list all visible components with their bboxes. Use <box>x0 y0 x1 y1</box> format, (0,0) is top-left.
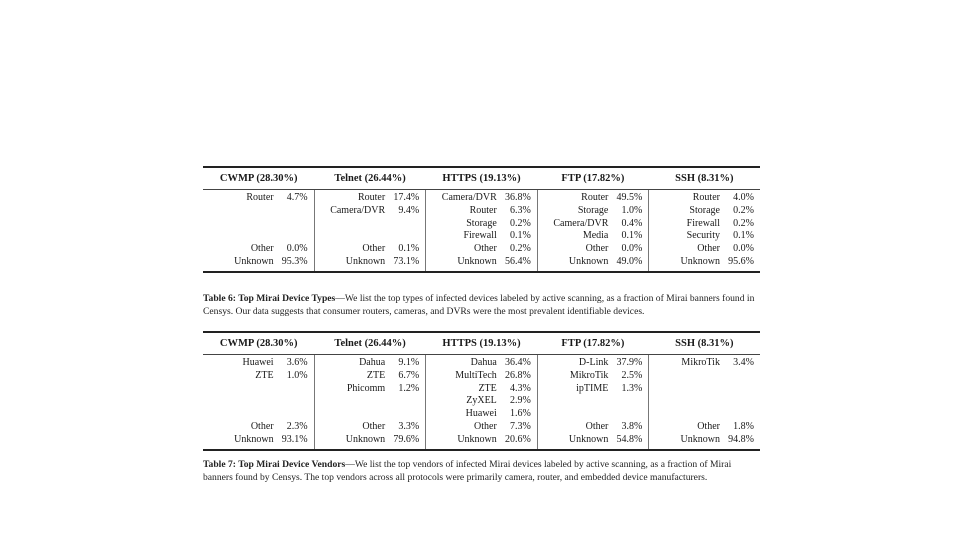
row-value: 0.2% <box>733 217 754 229</box>
header-ftp: FTP (17.82%) <box>561 173 625 184</box>
row-label: ZTE <box>255 369 274 381</box>
table-row <box>317 421 420 434</box>
row-value <box>385 218 419 231</box>
table-row <box>205 357 308 370</box>
row-value: 6.7% <box>398 369 420 381</box>
table-row <box>428 434 531 447</box>
table-row <box>205 395 308 408</box>
table-row <box>205 230 308 243</box>
table-row <box>205 370 308 383</box>
row-label: Other <box>474 243 497 255</box>
table-row <box>651 383 754 396</box>
table-row <box>651 357 754 370</box>
table-row <box>651 205 754 218</box>
table-row <box>540 192 643 205</box>
row-value <box>385 230 419 243</box>
row-value: 20.6% <box>504 433 531 445</box>
row-value: 0.0% <box>286 243 308 255</box>
table-row <box>540 370 643 383</box>
row-value: 1.0% <box>621 204 643 216</box>
table-row <box>428 395 531 408</box>
column-telnet <box>314 190 426 271</box>
row-value: 9.4% <box>398 204 420 216</box>
header-row <box>203 333 760 354</box>
table-row <box>651 434 754 447</box>
table-row <box>540 395 643 408</box>
row-label: Unknown <box>680 433 720 445</box>
row-label: Other <box>250 243 274 255</box>
table-row <box>540 408 643 421</box>
table-row <box>428 370 531 383</box>
table-row <box>205 205 308 218</box>
row-label: Unknown <box>345 433 386 445</box>
row-value: 0.2% <box>509 217 531 229</box>
table-row <box>317 370 420 383</box>
row-label: Other <box>697 243 720 255</box>
row-value <box>720 370 754 383</box>
row-label: Unknown <box>345 255 386 267</box>
table-row <box>205 192 308 205</box>
table-row <box>205 256 308 269</box>
row-label: ZTE <box>366 369 386 381</box>
table-row <box>651 230 754 243</box>
row-value <box>274 408 308 421</box>
row-label: MikroTik <box>681 357 720 368</box>
table-row <box>540 383 643 396</box>
row-value: 17.4% <box>393 192 420 203</box>
table-row <box>540 357 643 370</box>
row-label: Huawei <box>465 408 497 420</box>
row-label: Router <box>581 192 609 203</box>
table-row <box>540 230 643 243</box>
table-row <box>205 421 308 434</box>
row-label: ZTE <box>478 382 497 394</box>
row-value: 0.0% <box>621 243 643 255</box>
caption-text: —We list the top types of infected devices labeled by active scanning, as a fraction of Mirai banners found in Censys. Our data suggests that consumer routers, cameras, and DVRs were the most prevalent identifiable devices. <box>203 293 755 317</box>
row-label: Other <box>250 420 274 432</box>
table-row <box>428 192 531 205</box>
row-value <box>385 408 419 421</box>
column-cwmp <box>203 355 314 449</box>
header-cwmp: CWMP (28.30%) <box>219 338 298 349</box>
row-label: Unknown <box>457 433 497 445</box>
column-ftp <box>537 355 649 449</box>
row-value <box>274 383 308 396</box>
row-label: Storage <box>466 217 497 229</box>
header-ssh: SSH (8.31%) <box>675 338 734 349</box>
row-value: 1.3% <box>621 382 643 394</box>
table-row <box>540 256 643 269</box>
table-row <box>205 434 308 447</box>
table-7 <box>203 331 760 451</box>
row-value: 2.3% <box>286 420 308 432</box>
table-row <box>317 383 420 396</box>
table-row <box>317 243 420 256</box>
row-value: 2.5% <box>621 369 643 381</box>
row-value: 0.1% <box>621 230 643 242</box>
row-label: Router <box>246 192 274 203</box>
column-cwmp <box>203 190 314 271</box>
row-label: Unknown <box>680 255 720 267</box>
row-value: 95.3% <box>281 255 308 267</box>
row-value: 4.7% <box>286 192 308 203</box>
row-label: Camera/DVR <box>553 217 609 229</box>
row-label: Storage <box>689 204 720 216</box>
row-label: Other <box>362 243 386 255</box>
row-value: 56.4% <box>504 255 531 267</box>
header-telnet: Telnet (26.44%) <box>334 173 406 184</box>
header-https: HTTPS (19.13%) <box>442 173 521 184</box>
row-label: Other <box>474 420 497 432</box>
row-value: 79.6% <box>393 433 420 445</box>
header-row <box>203 168 760 189</box>
row-value: 2.9% <box>509 395 531 407</box>
row-value <box>274 205 308 218</box>
row-label: Other <box>585 420 609 432</box>
row-label: Unknown <box>234 433 274 445</box>
caption-label: Table 7: Top Mirai Device Vendors <box>203 459 346 470</box>
table-row <box>428 243 531 256</box>
table-row <box>317 230 420 243</box>
table-6 <box>203 166 760 273</box>
table-row <box>651 218 754 231</box>
row-value: 37.9% <box>616 357 643 368</box>
header-ftp: FTP (17.82%) <box>561 338 625 349</box>
row-label: Unknown <box>568 433 609 445</box>
row-label: Security <box>686 230 720 242</box>
row-value: 6.3% <box>509 204 531 216</box>
row-label: Camera/DVR <box>441 192 497 203</box>
table-6-caption <box>203 292 763 318</box>
table-row <box>651 256 754 269</box>
table-row <box>205 408 308 421</box>
header-ssh: SSH (8.31%) <box>675 173 734 184</box>
table-row <box>205 243 308 256</box>
row-label: Other <box>697 420 720 432</box>
column-ssh <box>648 355 760 449</box>
row-value: 3.4% <box>733 357 754 368</box>
table-row <box>317 256 420 269</box>
row-label: Camera/DVR <box>330 204 386 216</box>
table-row <box>651 408 754 421</box>
header-https: HTTPS (19.13%) <box>442 338 521 349</box>
row-label: Router <box>357 192 386 203</box>
row-value <box>720 395 754 408</box>
row-label: Unknown <box>457 255 497 267</box>
row-value: 73.1% <box>393 255 420 267</box>
table-row <box>651 192 754 205</box>
table-row <box>651 243 754 256</box>
row-label: Other <box>585 243 609 255</box>
row-label: Huawei <box>242 357 274 368</box>
row-label: D-Link <box>578 357 609 368</box>
table-row <box>651 421 754 434</box>
table-row <box>428 205 531 218</box>
row-value: 3.8% <box>621 420 643 432</box>
table-row <box>428 218 531 231</box>
table-row <box>428 357 531 370</box>
row-value: 1.2% <box>398 382 420 394</box>
row-value <box>720 383 754 396</box>
table-row <box>205 218 308 231</box>
table-row <box>317 434 420 447</box>
row-label: Other <box>362 420 386 432</box>
row-value: 0.0% <box>733 243 754 255</box>
table-row <box>317 218 420 231</box>
row-label: Dahua <box>470 357 497 368</box>
table-7-caption <box>203 458 763 484</box>
row-value: 0.1% <box>509 230 531 242</box>
row-label: Storage <box>577 204 609 216</box>
caption-label: Table 6: Top Mirai Device Types <box>203 293 336 304</box>
row-label: Unknown <box>234 255 274 267</box>
table-row <box>428 256 531 269</box>
bottom-rule <box>203 271 760 273</box>
row-label: Media <box>582 230 609 242</box>
bottom-rule <box>203 449 760 451</box>
caption-text: —We list the top vendors of infected Mirai devices labeled by active scanning, as a fraction of Mirai banners found by Censys. The top vendors across all protocols were primarily camera, router, and embedded device manufacturers. <box>203 459 732 483</box>
row-value: 36.8% <box>504 192 531 203</box>
row-value <box>274 395 308 408</box>
row-value: 1.6% <box>509 408 531 420</box>
header-telnet: Telnet (26.44%) <box>334 338 406 349</box>
table-row <box>317 408 420 421</box>
row-label: Firewall <box>686 217 720 229</box>
header-cwmp: CWMP (28.30%) <box>219 173 298 184</box>
row-value: 9.1% <box>398 357 420 368</box>
row-value <box>274 230 308 243</box>
row-value: 0.1% <box>398 243 420 255</box>
table-row <box>428 421 531 434</box>
row-value: 4.3% <box>509 382 531 394</box>
table-row <box>428 383 531 396</box>
row-label: Dahua <box>359 357 386 368</box>
table-body <box>203 355 760 449</box>
table-body <box>203 190 760 271</box>
row-label: ZyXEL <box>466 395 497 407</box>
table-row <box>540 205 643 218</box>
row-value: 7.3% <box>509 420 531 432</box>
row-label: Router <box>469 204 497 216</box>
column-telnet <box>314 355 426 449</box>
row-label: ipTIME <box>576 382 609 394</box>
row-label: Unknown <box>568 255 609 267</box>
table-row <box>317 192 420 205</box>
table-row <box>540 421 643 434</box>
table-row <box>540 434 643 447</box>
row-value: 0.1% <box>733 230 754 242</box>
row-value: 4.0% <box>733 192 754 203</box>
row-value: 95.6% <box>728 255 754 267</box>
row-label: Router <box>692 192 720 203</box>
row-value <box>274 218 308 231</box>
row-value: 3.3% <box>398 420 420 432</box>
table-row <box>317 357 420 370</box>
row-label: Phicomm <box>346 382 386 394</box>
table-row <box>428 230 531 243</box>
table-row <box>205 383 308 396</box>
row-value: 49.5% <box>616 192 643 203</box>
table-row <box>651 370 754 383</box>
row-label: Firewall <box>463 230 497 242</box>
row-value: 49.0% <box>616 255 643 267</box>
row-label: MultiTech <box>455 369 497 381</box>
row-value: 1.0% <box>286 369 308 381</box>
column-ssh <box>648 190 760 271</box>
column-ftp <box>537 190 649 271</box>
table-row <box>317 395 420 408</box>
row-value: 26.8% <box>504 369 531 381</box>
row-label: MikroTik <box>569 369 609 381</box>
row-value: 3.6% <box>286 357 308 368</box>
row-value: 0.2% <box>509 243 531 255</box>
row-value: 0.2% <box>733 204 754 216</box>
row-value: 94.8% <box>728 433 754 445</box>
table-row <box>540 243 643 256</box>
row-value: 1.8% <box>733 420 754 432</box>
table-row <box>428 408 531 421</box>
row-value: 93.1% <box>281 433 308 445</box>
column-https <box>425 355 537 449</box>
row-value: 36.4% <box>504 357 531 368</box>
column-https <box>425 190 537 271</box>
row-value: 54.8% <box>616 433 643 445</box>
table-row <box>540 218 643 231</box>
table-row <box>317 205 420 218</box>
row-value <box>608 408 642 421</box>
row-value <box>608 395 642 408</box>
row-value <box>385 395 419 408</box>
row-value <box>720 408 754 421</box>
table-row <box>651 395 754 408</box>
row-value: 0.4% <box>621 217 643 229</box>
